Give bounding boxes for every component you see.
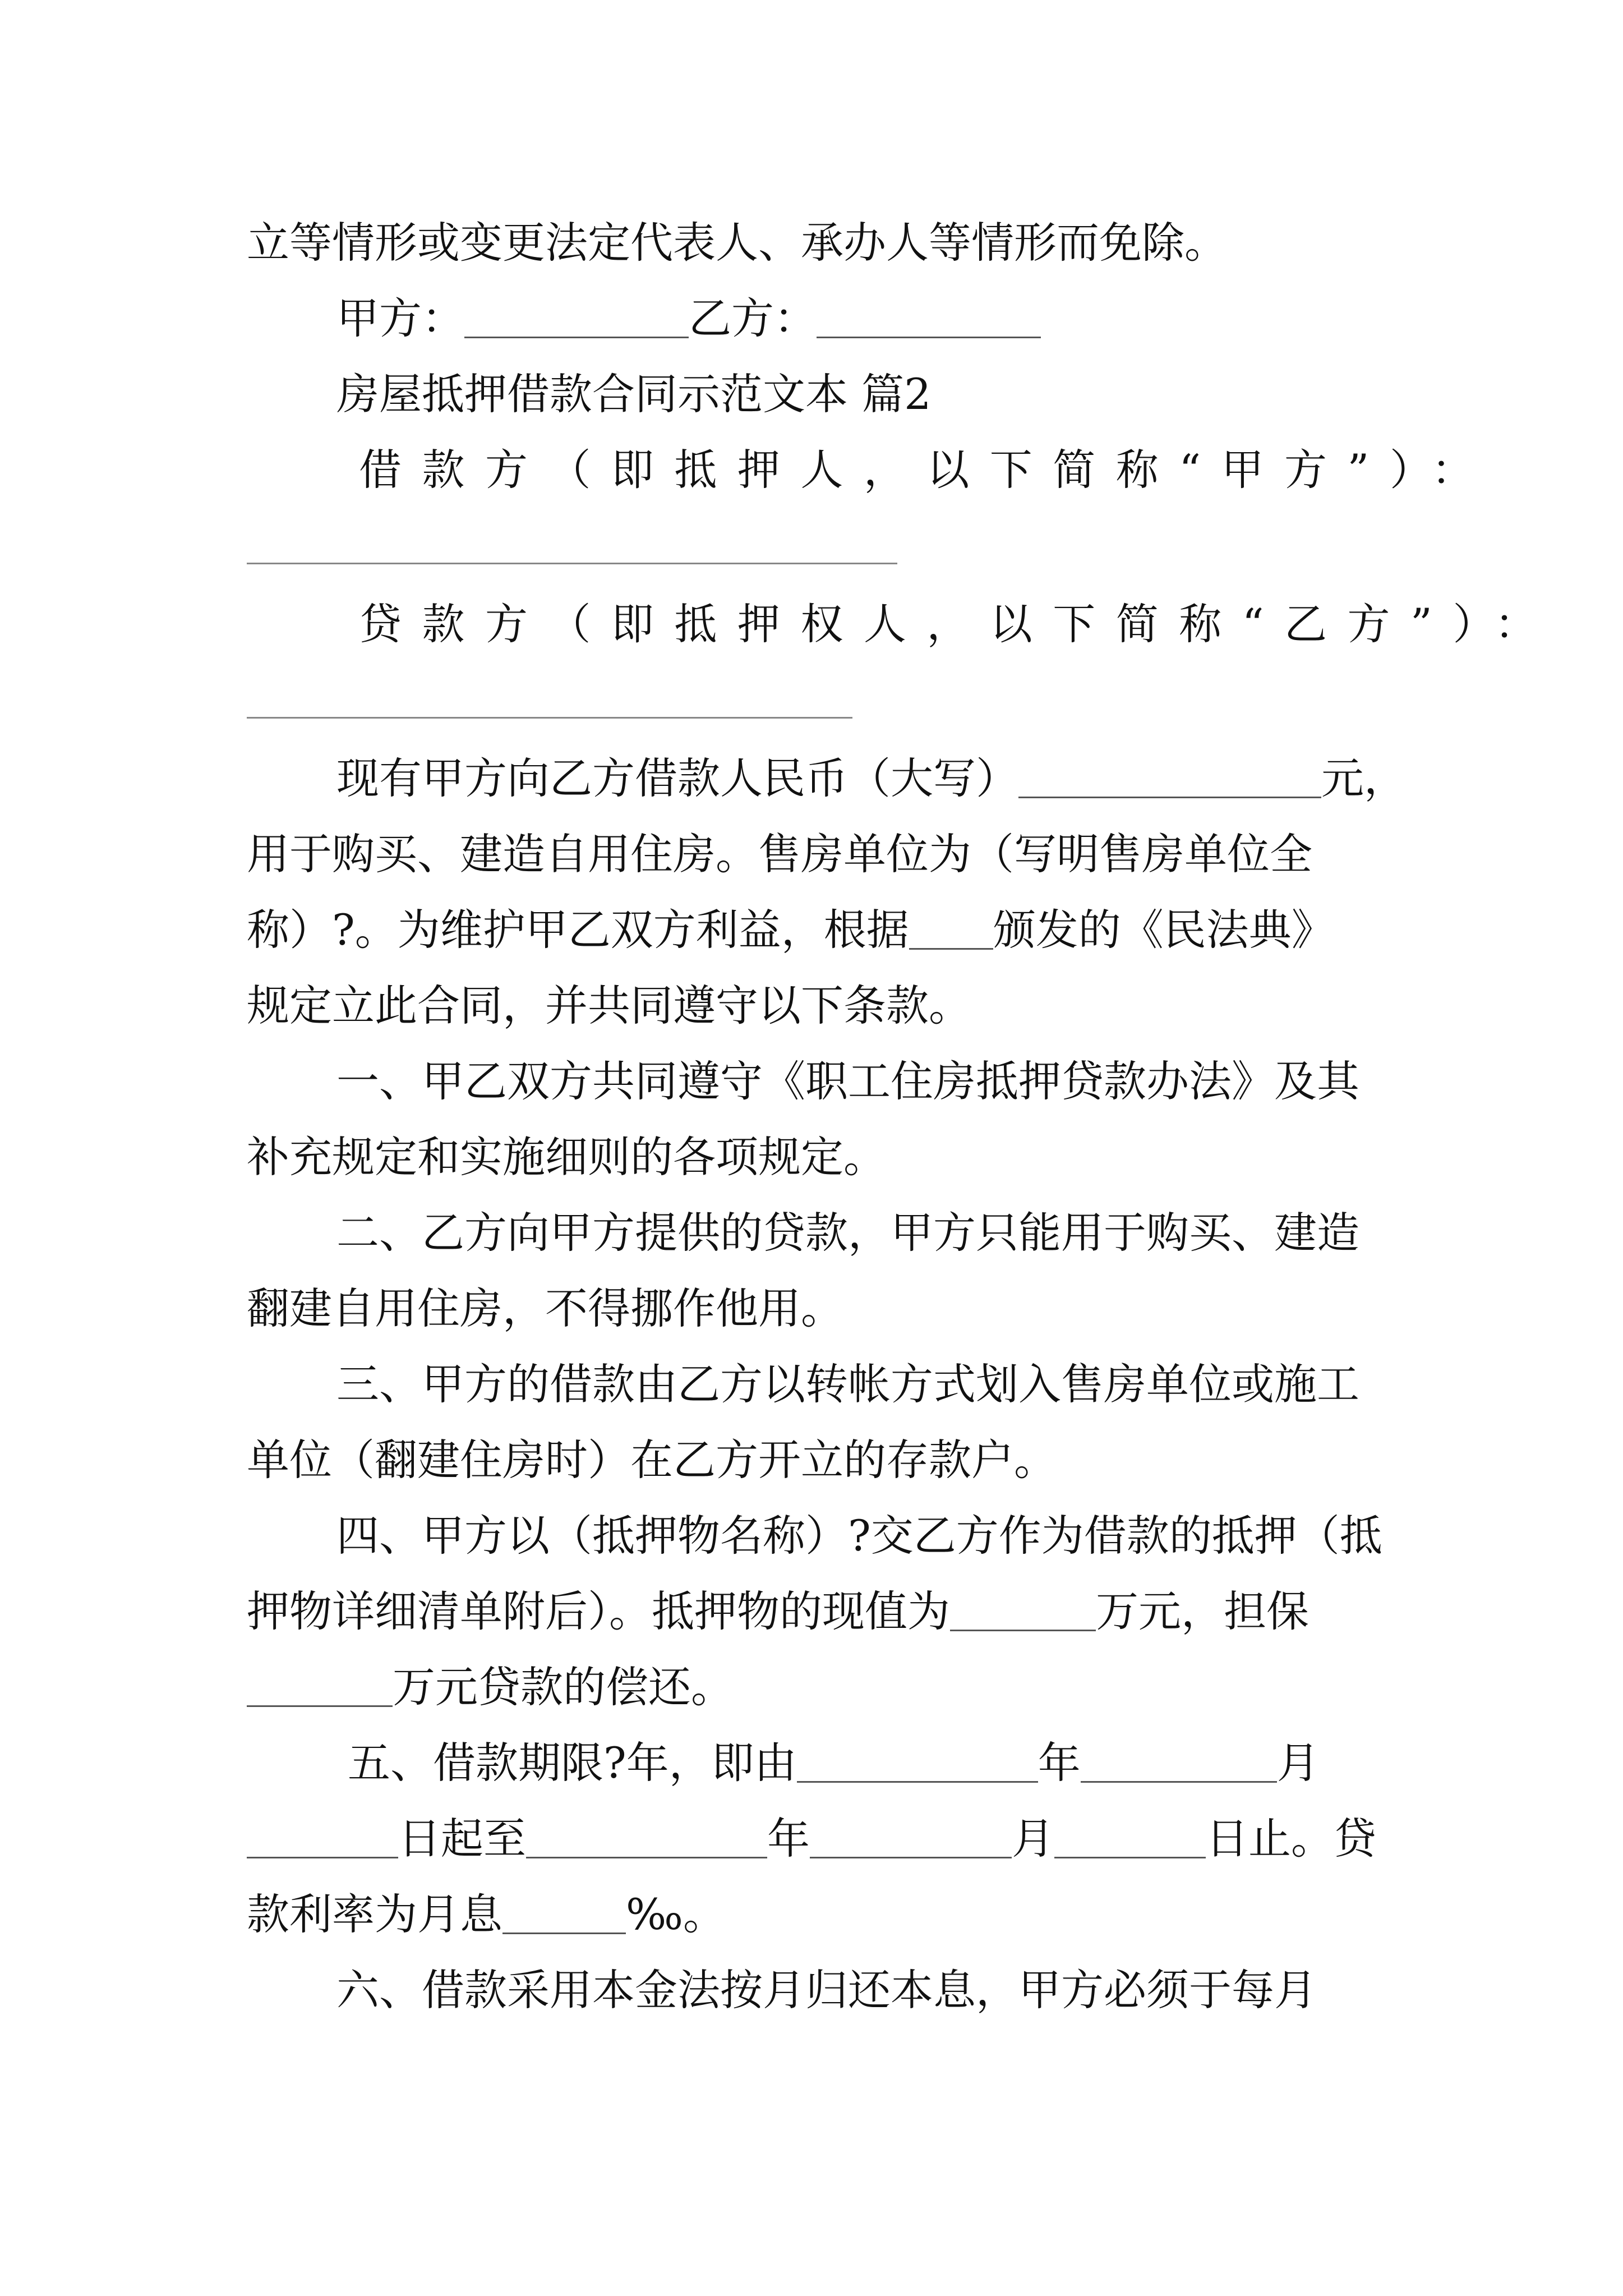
issuer-blank — [909, 910, 993, 950]
text-span: 翻建自用住房，不得挪作他用。 — [247, 1283, 843, 1333]
text-span: 三、甲方的借款由乙方以转帐方式划入售房单位或施工 — [336, 1359, 1359, 1409]
text-span: 借款方（即抵押人，以下简称“甲方”）： — [359, 445, 1495, 495]
text-span: 日起至 — [398, 1814, 526, 1864]
text-span: 贷款方（即抵押权人，以下简称“乙方”）： — [359, 599, 1558, 649]
text-span: 元， — [1321, 753, 1407, 803]
clause-line — [336, 1056, 1359, 1106]
paragraph-line — [247, 1662, 734, 1712]
text-span: 年 — [1038, 1738, 1081, 1788]
lender-line — [359, 599, 1558, 649]
paragraph-line — [336, 753, 1407, 803]
clause-line — [336, 1208, 1359, 1258]
paragraph-line — [247, 1889, 726, 1939]
text-span: 补充规定和实施细则的各项规定。 — [247, 1132, 886, 1182]
text-span: 四、甲方以（抵押物名称）?交乙方作为借款的抵押（抵 — [336, 1511, 1382, 1561]
guarantee-blank — [247, 1667, 393, 1707]
clause-line — [336, 1359, 1359, 1409]
party-b-label: 乙方： — [689, 293, 817, 343]
text-span: 房屋抵押借款合同示范文本 篇2 — [336, 369, 932, 419]
text-span: 现有甲方向乙方借款人民币（大写） — [336, 753, 1018, 803]
paragraph-line — [247, 905, 1334, 955]
text-span: 规定立此合同，并共同遵守以下条款。 — [247, 981, 971, 1030]
text-span: 款利率为月息 — [247, 1889, 502, 1939]
party-a-blank — [464, 298, 689, 338]
text-span: 二、乙方向甲方提供的贷款，甲方只能用于购买、建造 — [336, 1208, 1359, 1258]
clause-line — [348, 1738, 1320, 1788]
amount-blank — [1018, 758, 1321, 798]
party-a-label: 甲方： — [336, 293, 464, 343]
text-span: 单位（翻建住房时）在乙方开立的存款户。 — [247, 1435, 1057, 1485]
paragraph-line — [247, 1814, 1376, 1864]
text-span: ‰。 — [626, 1889, 726, 1939]
interest-rate-blank — [502, 1894, 626, 1934]
clause-line — [336, 1511, 1382, 1561]
text-span: 押物详细清单附后）。抵押物的现值为 — [247, 1586, 950, 1636]
signature-line — [336, 293, 1041, 343]
paragraph-line — [247, 1132, 886, 1182]
text-span: 月 — [1012, 1814, 1054, 1864]
text-span: 立等情形或变更法定代表人、承办人等情形而免除。 — [247, 218, 1227, 268]
text-span: 五、借款期限?年，即由 — [348, 1738, 797, 1788]
text-span: 年 — [767, 1814, 810, 1864]
section-heading — [336, 369, 932, 419]
paragraph-line — [247, 1283, 843, 1333]
text-span: 万元，担保 — [1096, 1586, 1309, 1636]
borrower-blank — [247, 563, 897, 564]
start-year-blank — [797, 1743, 1038, 1783]
party-b-blank — [817, 298, 1041, 338]
lender-blank — [247, 717, 852, 719]
value-blank — [950, 1591, 1096, 1631]
text-span: 用于购买、建造自用住房。售房单位为（写明售房单位全 — [247, 829, 1312, 879]
text-span: 称）?。为维护甲乙双方利益，根据 — [247, 905, 909, 955]
paragraph-line — [247, 218, 1227, 268]
text-span: 万元贷款的偿还。 — [393, 1662, 734, 1712]
paragraph-line — [247, 1586, 1309, 1636]
paragraph-line — [247, 829, 1312, 879]
borrower-line — [359, 445, 1495, 495]
paragraph-line — [247, 981, 971, 1030]
text-span: 日止。贷 — [1206, 1814, 1376, 1864]
start-month-blank — [1081, 1743, 1277, 1783]
text-span: 颁发的《民法典》 — [993, 905, 1334, 955]
clause-line — [336, 1965, 1317, 2015]
text-span: 月 — [1276, 1738, 1320, 1788]
end-month-blank — [810, 1819, 1012, 1858]
start-day-blank — [247, 1819, 398, 1858]
text-span: 一、甲乙双方共同遵守《职工住房抵押贷款办法》及其 — [336, 1056, 1359, 1106]
end-year-blank — [526, 1819, 767, 1858]
text-span: 六、借款采用本金法按月归还本息，甲方必须于每月 — [336, 1965, 1317, 2015]
paragraph-line — [247, 1435, 1057, 1485]
end-day-blank — [1054, 1819, 1206, 1858]
